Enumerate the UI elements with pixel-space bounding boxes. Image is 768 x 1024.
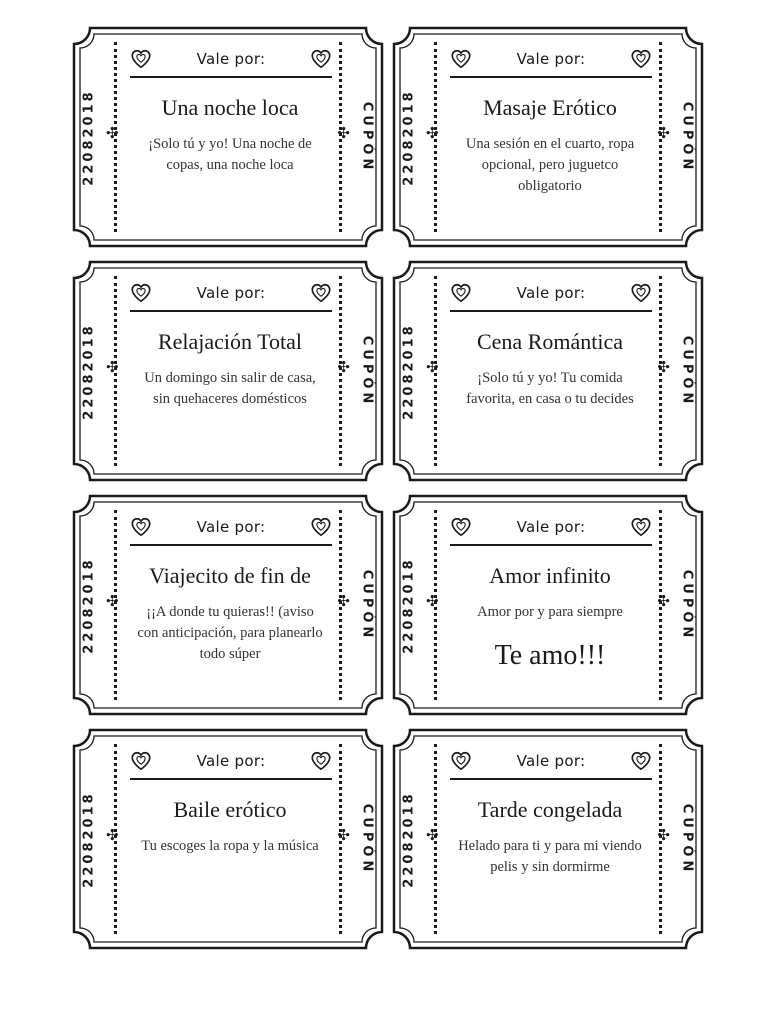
coupon-title: Una noche loca xyxy=(161,96,299,120)
coupon-content xyxy=(448,320,652,456)
coupon-header xyxy=(450,510,652,544)
coupon-content xyxy=(128,320,332,456)
coupon-content xyxy=(448,554,652,690)
header-rule xyxy=(130,544,332,546)
clover-icon: ✣ xyxy=(337,826,350,844)
header-rule xyxy=(450,544,652,546)
heart-icon xyxy=(450,750,472,772)
serial-number: 22082018 xyxy=(401,790,417,888)
vale-por-label: Vale por: xyxy=(516,752,586,770)
heart-icon xyxy=(450,516,472,538)
coupon-extra: Te amo!!! xyxy=(494,641,606,672)
cupon-label: CUPÓN xyxy=(679,335,695,407)
coupon-description: ¡Solo tú y yo! Una noche de copas, una noche loca xyxy=(148,136,312,174)
coupon-description: ¡Solo tú y yo! Tu comida favorita, en casa o tu decides xyxy=(466,370,634,408)
coupon-content xyxy=(128,788,332,924)
header-rule xyxy=(450,778,652,780)
heart-icon xyxy=(130,282,152,304)
heart-icon xyxy=(130,48,152,70)
clover-icon: ✣ xyxy=(106,124,119,142)
coupon-title: Viajecito de fin de xyxy=(149,564,311,588)
clover-icon: ✣ xyxy=(426,592,439,610)
heart-icon xyxy=(630,750,652,772)
heart-icon xyxy=(130,750,152,772)
serial-number: 22082018 xyxy=(401,88,417,186)
heart-icon xyxy=(630,282,652,304)
coupon-card xyxy=(72,728,384,950)
clover-icon: ✣ xyxy=(337,592,350,610)
coupon-content xyxy=(128,86,332,222)
serial-number: 22082018 xyxy=(81,88,97,186)
coupon-description: Amor por y para siempre xyxy=(477,604,623,621)
coupon-header xyxy=(130,276,332,310)
coupon-content xyxy=(448,788,652,924)
vale-por-label: Vale por: xyxy=(516,284,586,302)
clover-icon: ✣ xyxy=(657,592,670,610)
clover-icon: ✣ xyxy=(657,826,670,844)
coupon-content xyxy=(448,86,652,222)
coupon-description: Helado para ti y para mi viendo pelis y sin dormirme xyxy=(458,838,642,876)
coupon-card xyxy=(72,26,384,248)
coupon-description: Un domingo sin salir de casa, sin quehaceres domésticos xyxy=(144,370,316,408)
heart-icon xyxy=(630,516,652,538)
coupon-title: Amor infinito xyxy=(489,564,611,588)
vale-por-label: Vale por: xyxy=(196,752,266,770)
coupon-description: Una sesión en el cuarto, ropa opcional, pero juguetco obligatorio xyxy=(465,136,635,195)
heart-icon xyxy=(310,48,332,70)
vale-por-label: Vale por: xyxy=(196,284,266,302)
coupon-content xyxy=(128,554,332,690)
header-rule xyxy=(130,76,332,78)
cupon-label: CUPÓN xyxy=(359,803,375,875)
coupon-header xyxy=(450,42,652,76)
coupon-title: Baile erótico xyxy=(173,798,287,822)
clover-icon: ✣ xyxy=(426,826,439,844)
vale-por-label: Vale por: xyxy=(516,518,586,536)
cupon-label: CUPÓN xyxy=(359,569,375,641)
coupon-description: Tu escoges la ropa y la música xyxy=(141,838,319,855)
coupon-header xyxy=(130,42,332,76)
header-rule xyxy=(450,76,652,78)
vale-por-label: Vale por: xyxy=(196,518,266,536)
serial-number: 22082018 xyxy=(401,556,417,654)
serial-number: 22082018 xyxy=(81,556,97,654)
clover-icon: ✣ xyxy=(337,358,350,376)
clover-icon: ✣ xyxy=(657,358,670,376)
cupon-label: CUPÓN xyxy=(359,101,375,173)
coupon-card xyxy=(392,260,704,482)
header-rule xyxy=(130,310,332,312)
coupon-card xyxy=(392,494,704,716)
vale-por-label: Vale por: xyxy=(516,50,586,68)
coupon-card xyxy=(72,494,384,716)
coupon-card xyxy=(72,260,384,482)
cupon-label: CUPÓN xyxy=(679,803,695,875)
coupon-header xyxy=(130,510,332,544)
cupon-label: CUPÓN xyxy=(679,101,695,173)
cupon-label: CUPÓN xyxy=(359,335,375,407)
heart-icon xyxy=(310,282,332,304)
clover-icon: ✣ xyxy=(106,592,119,610)
serial-number: 22082018 xyxy=(81,790,97,888)
clover-icon: ✣ xyxy=(426,124,439,142)
coupon-header xyxy=(450,744,652,778)
coupon-card xyxy=(392,728,704,950)
clover-icon: ✣ xyxy=(426,358,439,376)
clover-icon: ✣ xyxy=(106,358,119,376)
vale-por-label: Vale por: xyxy=(196,50,266,68)
coupon-title: Cena Romántica xyxy=(476,330,623,354)
heart-icon xyxy=(630,48,652,70)
heart-icon xyxy=(450,48,472,70)
heart-icon xyxy=(310,750,332,772)
coupon-title: Masaje Erótico xyxy=(483,96,617,120)
coupon-title: Tarde congelada xyxy=(477,798,623,822)
coupon-header xyxy=(450,276,652,310)
coupon-description: ¡¡A donde tu quieras!! (aviso con anticipación, para planearlo todo súper xyxy=(137,604,323,663)
serial-number: 22082018 xyxy=(81,322,97,420)
header-rule xyxy=(450,310,652,312)
heart-icon xyxy=(130,516,152,538)
coupon-card xyxy=(392,26,704,248)
heart-icon xyxy=(450,282,472,304)
clover-icon: ✣ xyxy=(106,826,119,844)
heart-icon xyxy=(310,516,332,538)
serial-number: 22082018 xyxy=(401,322,417,420)
coupon-header xyxy=(130,744,332,778)
clover-icon: ✣ xyxy=(337,124,350,142)
coupon-title: Relajación Total xyxy=(157,330,303,354)
header-rule xyxy=(130,778,332,780)
clover-icon: ✣ xyxy=(657,124,670,142)
cupon-label: CUPÓN xyxy=(679,569,695,641)
